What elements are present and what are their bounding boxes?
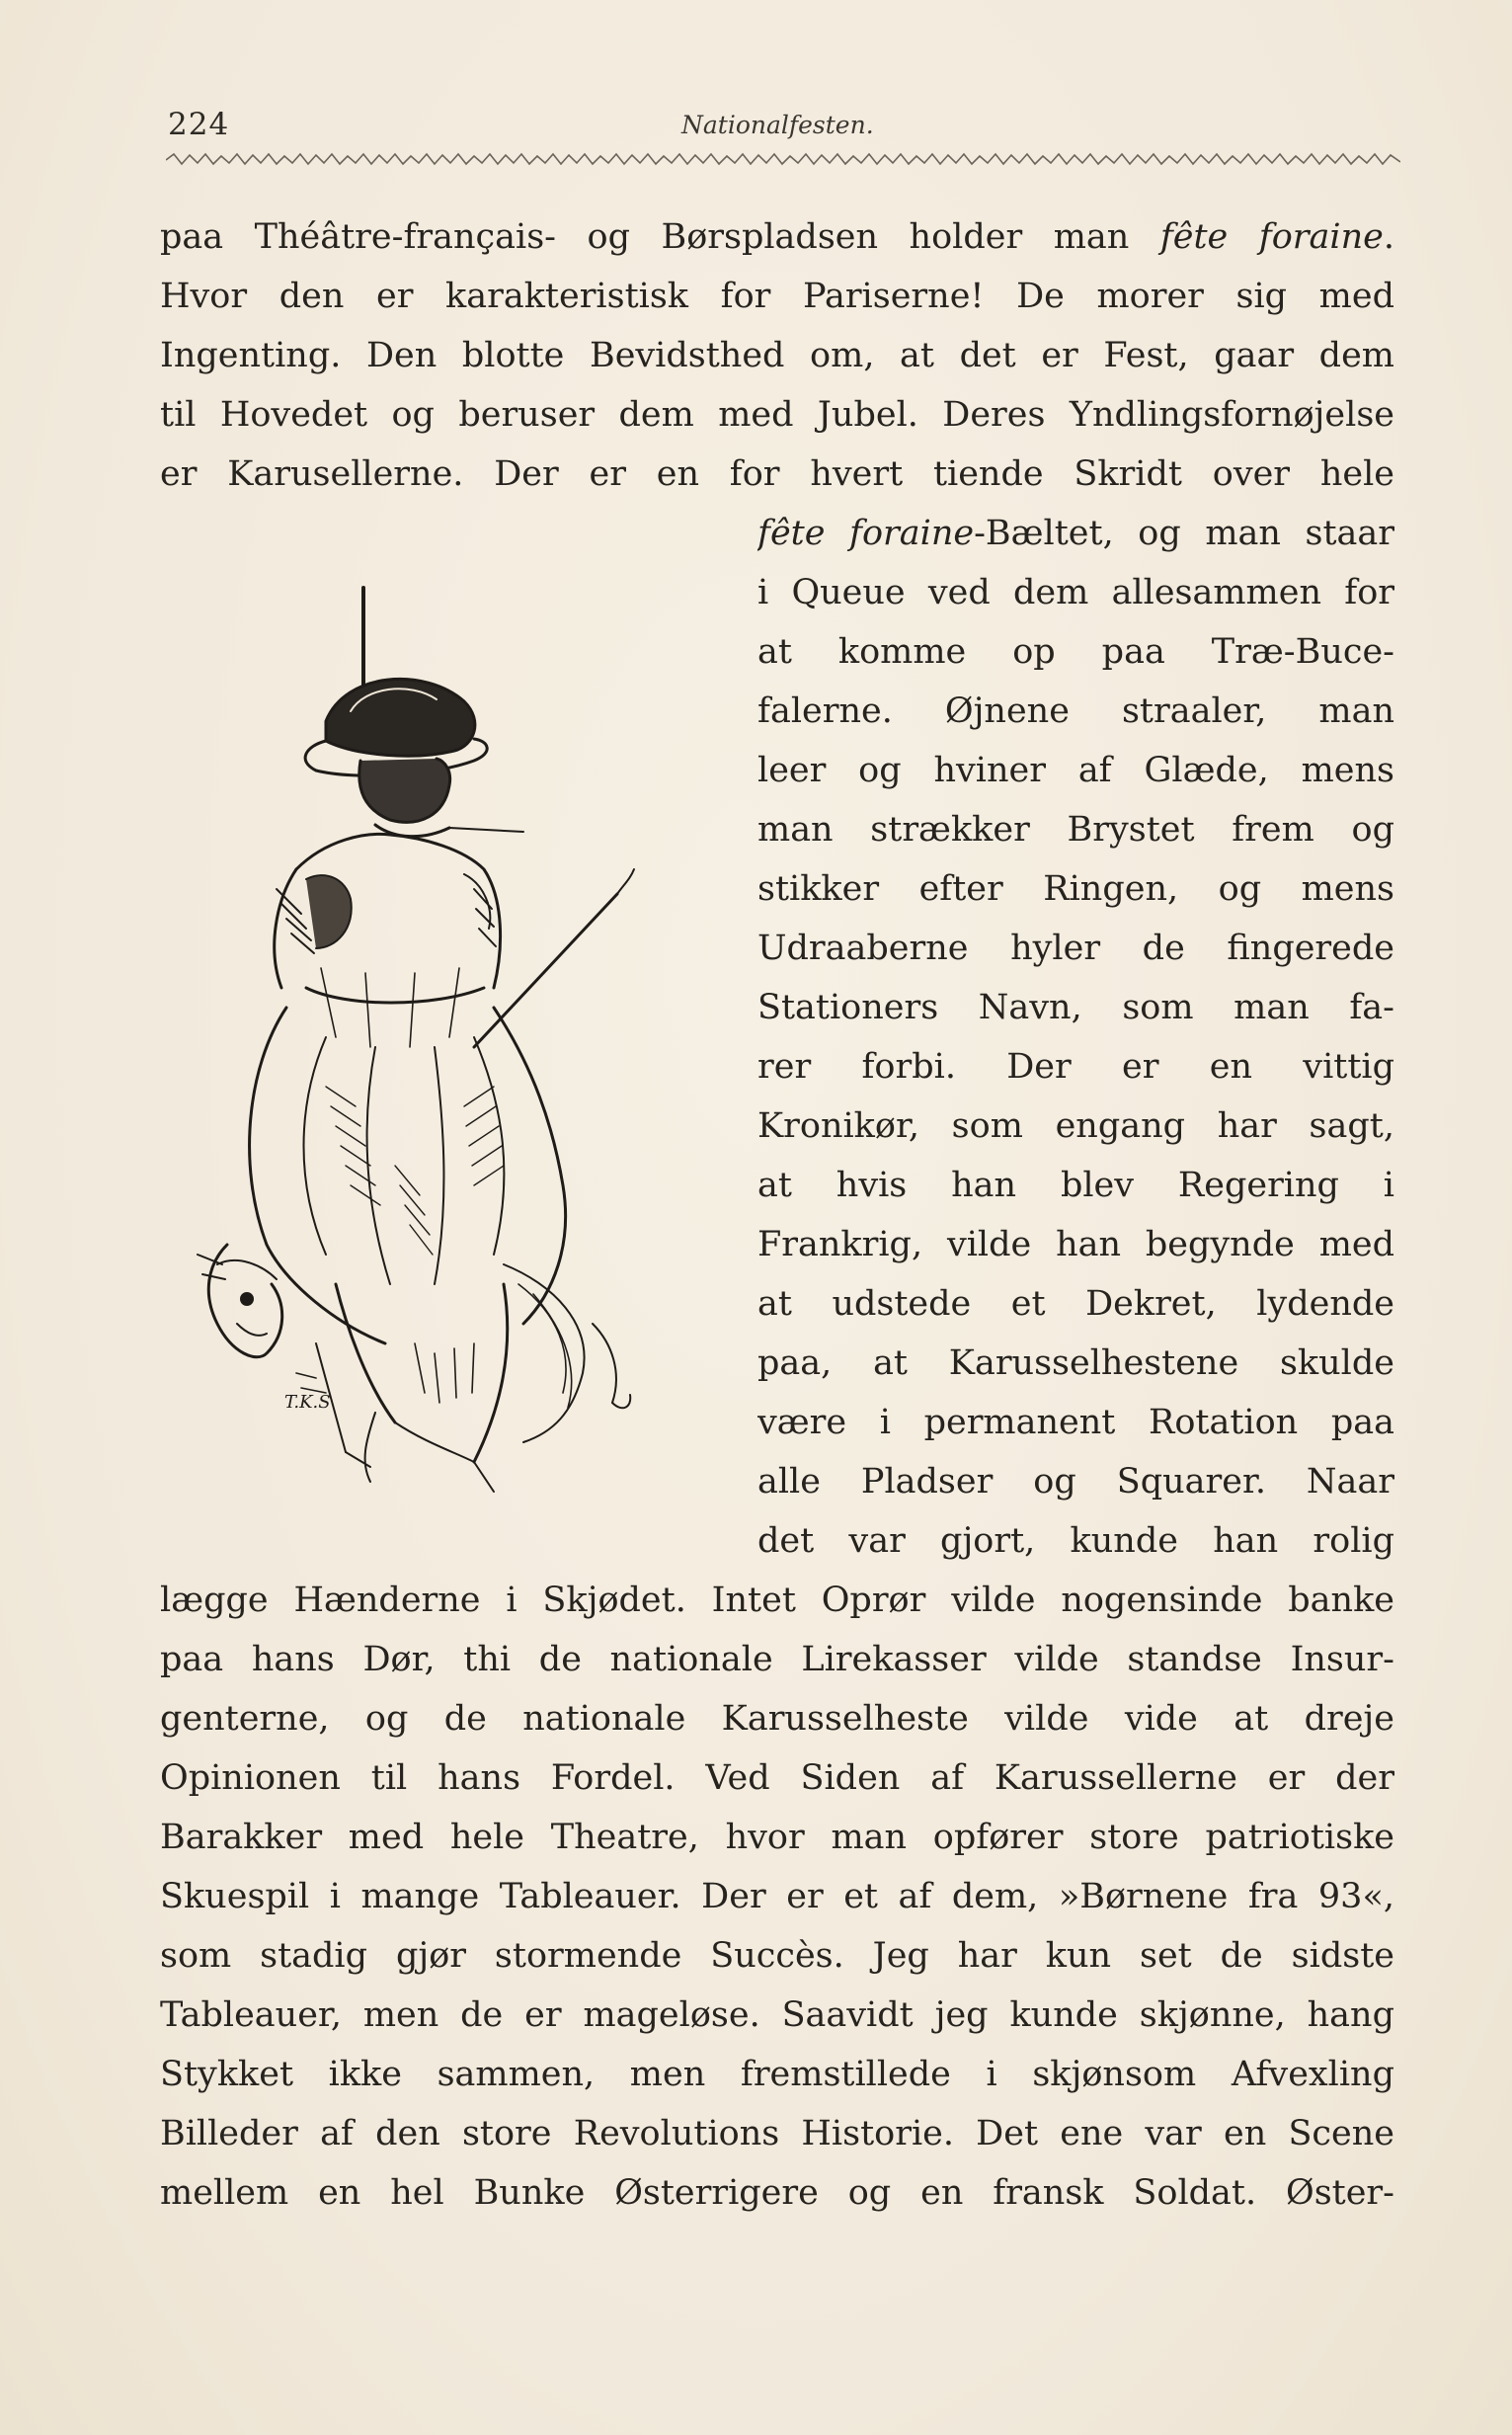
- text-line: paa, at Karusselhestene skulde: [757, 1343, 1394, 1383]
- text-line: det var gjort, kunde han rolig: [757, 1521, 1394, 1561]
- text-line: Ingenting. Den blotte Bevidsthed om, at det er Fest, gaar dem: [160, 336, 1394, 375]
- text-line: Tableauer, men de er mageløse. Saavidt jeg kunde skjønne, hang: [160, 1995, 1394, 2035]
- text-line: genterne, og de nationale Karusselheste vilde vide at dreje: [160, 1699, 1394, 1739]
- text-line: Stykket ikke sammen, men fremstillede i skjønsom Afvexling: [160, 2055, 1394, 2094]
- illustration-signature: T.K.S: [284, 1392, 331, 1413]
- page-number: 224: [168, 107, 230, 142]
- text-line: Stationers Navn, som man fa-: [757, 988, 1394, 1027]
- text-line: lægge Hænderne i Skjødet. Intet Oprør vilde nogensinde banke: [160, 1581, 1394, 1620]
- text-line: at udstede et Dekret, lydende: [757, 1284, 1394, 1324]
- text-line: fête foraine-Bæltet, og man staar: [757, 514, 1394, 553]
- text-line: at komme op paa Træ-Buce-: [757, 632, 1394, 672]
- text-line: være i permanent Rotation paa: [757, 1403, 1394, 1442]
- text-line: Skuespil i mange Tableauer. Der er et af dem, »Børnene fra 93«,: [160, 1877, 1394, 1916]
- text-line: er Karusellerne. Der er en for hvert tiende Skridt over hele: [160, 454, 1394, 494]
- text-line: paa hans Dør, thi de nationale Lirekasser vilde standse Insur-: [160, 1640, 1394, 1679]
- text-line: man strækker Brystet frem og: [757, 810, 1394, 850]
- text-line: alle Pladser og Squarer. Naar: [757, 1462, 1394, 1502]
- text-line: falerne. Øjnene straaler, man: [757, 691, 1394, 731]
- text-line: paa Théâtre-français- og Børspladsen holder man fête foraine.: [160, 217, 1394, 257]
- page-header: [168, 107, 1393, 156]
- woman-on-carousel-horse-illustration: [178, 573, 731, 1502]
- text-line: Udraaberne hyler de fingerede: [757, 929, 1394, 968]
- text-line: til Hovedet og beruser dem med Jubel. Deres Yndlingsfornøjelse: [160, 395, 1394, 435]
- text-line: mellem en hel Bunke Østerrigere og en fransk Soldat. Øster-: [160, 2173, 1394, 2213]
- text-line: i Queue ved dem allesammen for: [757, 573, 1394, 612]
- text-line: Frankrig, vilde han begynde med: [757, 1225, 1394, 1264]
- text-line: stikker efter Ringen, og mens: [757, 869, 1394, 909]
- text-line: Billeder af den store Revolutions Historie. Det ene var en Scene: [160, 2114, 1394, 2153]
- text-line: Hvor den er karakteristisk for Pariserne! De morer sig med: [160, 277, 1394, 316]
- text-line: Barakker med hele Theatre, hvor man opfører store patriotiske: [160, 1818, 1394, 1857]
- text-line: som stadig gjør stormende Succès. Jeg har kun set de sidste: [160, 1936, 1394, 1976]
- text-line: Opinionen til hans Fordel. Ved Siden af Karussellerne er der: [160, 1758, 1394, 1798]
- decorative-zigzag-rule: [166, 150, 1400, 170]
- text-line: rer forbi. Der er en vittig: [757, 1047, 1394, 1087]
- text-line: Kronikør, som engang har sagt,: [757, 1106, 1394, 1146]
- text-line: at hvis han blev Regering i: [757, 1166, 1394, 1205]
- text-line: leer og hviner af Glæde, mens: [757, 751, 1394, 790]
- running-title: Nationalfesten.: [681, 111, 874, 139]
